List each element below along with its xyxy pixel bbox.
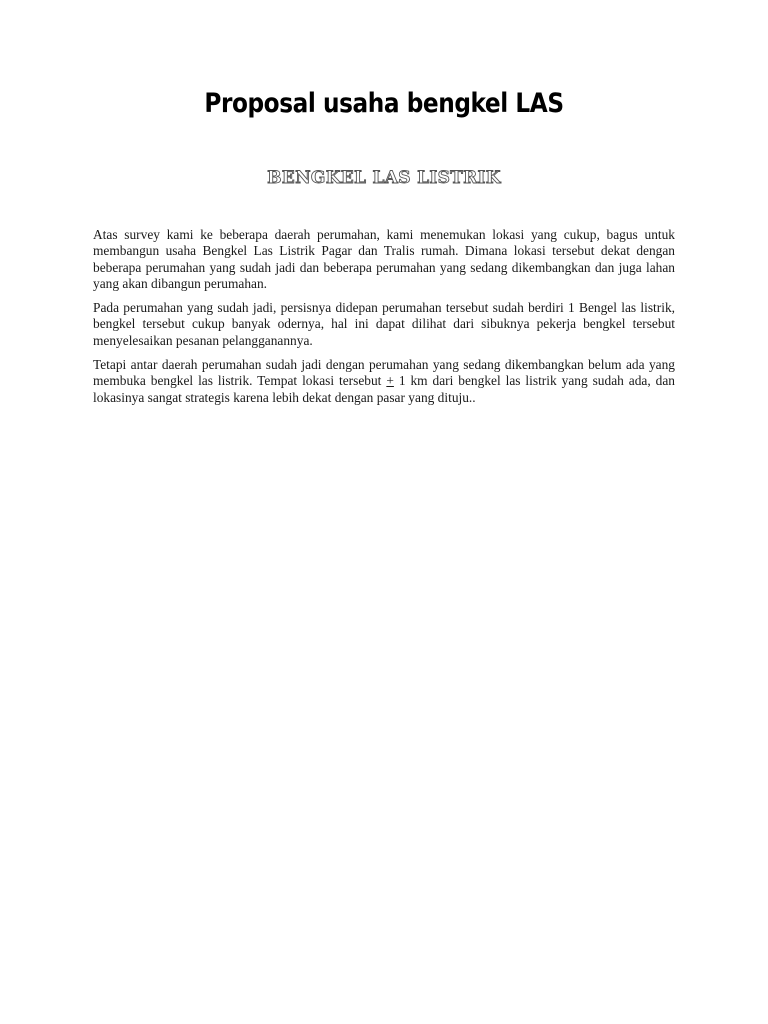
- paragraph-1: Atas survey kami ke beberapa daerah perumahan, kami menemukan lokasi yang cukup, bagus untuk membangun usaha Bengkel Las Listrik Pagar dan Tralis rumah. Dimana lokasi tersebut dekat dengan beberapa perumahan yang sudah jadi dan beberapa perumahan yang sedang dikembangkan dan juga lahan yang akan dibangun perumahan.: [93, 227, 675, 291]
- document-subtitle: BENGKEL LAS LISTRIK: [267, 168, 501, 188]
- paragraph-3: [93, 357, 675, 406]
- paragraph-2: Pada perumahan yang sudah jadi, persisnya didepan perumahan tersebut sudah berdiri 1 Bengel las listrik, bengkel tersebut cukup banyak odernya, hal ini dapat dilihat dari sibuknya pekerja bengkel tersebut menyelesaikan pesanan pelangganannya.: [93, 300, 675, 348]
- document-title: Proposal usaha bengkel LAS: [204, 88, 564, 119]
- paragraph-3-text-before: Tetapi antar daerah perumahan sudah jadi dengan perumahan yang sedang dikembangkan belum ada yang membuka bengkel las listrik. Tempat lokasi tersebut: [93, 357, 675, 389]
- paragraph-3-text-after: 1 km dari bengkel las listrik yang sudah ada, dan lokasinya sangat strategis karena lebih dekat dengan pasar yang dituju..: [93, 373, 675, 405]
- document-body: [93, 227, 675, 414]
- plus-minus-symbol: +: [386, 373, 394, 389]
